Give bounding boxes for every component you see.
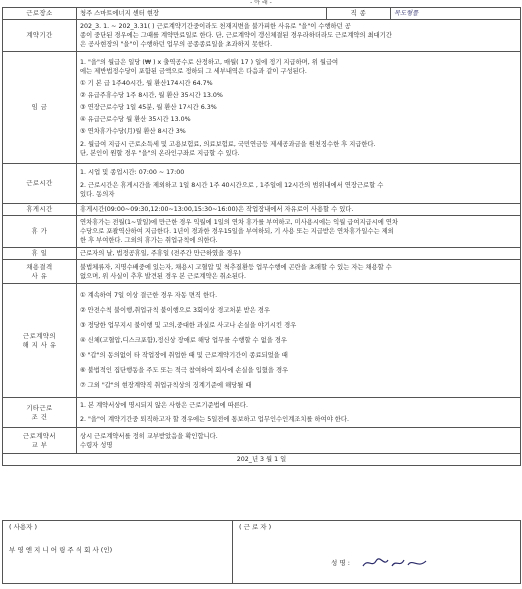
date-row [3,454,521,466]
holiday-label: 휴 일 [3,248,77,260]
trade-value: 목도형틀 [391,8,521,20]
contract-table [2,7,521,466]
wage-label: 임 금 [3,52,77,164]
disqualification-line: 없으며, 위 사실이 추후 발견된 경우 본 근로계약은 취소된다. [80,272,247,280]
termination-item: ① 계속하여 7일 이상 결근한 경우 자동 면직 한다. [80,292,218,299]
wage-row [3,52,521,164]
termination-item: ⑤ "갑"의 동의없이 타 작업장에 취업한 때 및 근로계약기간이 종료되었을 때 [80,352,288,359]
wage-note: 단, 본인이 원할 경우 "을"의 온라인구좌로 지급할 수 있다. [80,149,240,157]
employee-sign-label: 성 명 : [331,559,350,567]
wage-value [77,52,521,164]
termination-label [3,284,77,398]
other-conditions-line: 2. "을"이 계약기간중 퇴직하고자 할 경우에는 5일전에 통보하고 업무인수인계조치를 하여야 한다. [80,416,349,423]
disqualification-label-line: 채용결격 [26,263,53,271]
leave-line: 수당으로 포괄역산하여 지급한다. 1년이 경과한 경우15일을 부여하되, 기 사용 또는 지급받은 연차휴가일수는 제외 [80,228,394,235]
termination-label-line: 근로계약의 [23,332,56,340]
signature-table [2,520,521,584]
hours-label: 근로시간 [3,164,77,204]
period-label: 계약기간 [3,20,77,52]
period-line: 종이 중단된 경우에는 그때를 계약만료일로 한다. 단, 근로계약이 갱신체결된 경우라하더라도 근로계약의 최대기간 [80,32,392,39]
break-value: 휴게시간(09:00~09:30,12:00~13:00,15:30~16:00)은 작업장내에서 자유로이 사용할 수 있다. [77,204,521,216]
disqualification-label-line: 사 유 [31,272,48,280]
period-value [77,20,521,52]
wage-item: ③ 연장근로수당 1일 45분, 월 환산 17시간 6.3% [80,103,217,111]
hours-line: 1. 시업 및 종업시간: 07:00 ~ 17:00 [80,169,185,176]
period-line: 은 공사현장의 "을"이 수행하던 업무의 공종종료일을 초과하지 못한다. [80,41,273,48]
break-row [3,204,521,216]
employee-cell [233,521,521,584]
leave-row [3,216,521,248]
other-conditions-label-line: 조 건 [31,413,48,421]
delivery-label [3,428,77,454]
hours-line: 있다. 동의자 [80,191,115,198]
employee-sign-line [239,556,514,570]
termination-row [3,284,521,398]
employer-cell [3,521,233,584]
termination-label-line: 해 지 사 유 [22,341,57,349]
delivery-label-line: 근로계약서 [23,432,56,440]
disqualification-value [77,260,521,284]
break-label: 휴게시간 [3,204,77,216]
termination-item: ④ 신체(고혈압,디스크포함),정신상 장애로 해당 업무를 수행할 수 없을 경우 [80,337,287,344]
wage-intro: 1. "을"의 월급은 일당 (₩ ) x 출역공수로 산정하고, 매월( 17 ) 일에 정기 지급하며, 위 월급여 [80,58,339,66]
other-conditions-line: 1. 본 계약서상에 명시되지 않은 사항은 근로기준법에 따른다. [80,402,249,409]
employer-company: 부 영 엔 지 니 어 링 주 식 회 사 (인) [9,546,113,554]
termination-item: ⑦ 그외 "갑"의 현장계약직 취업규칙상의 징계기준에 해당될 때 [80,382,252,389]
other-conditions-row [3,398,521,428]
period-line: 202_3. 1. ~ 202_3.31( ) 근로계약기간중이라도 천재지변을 불가피한 사유로 "을"이 수행하던 공 [80,23,351,30]
hours-value [77,164,521,204]
delivery-value [77,428,521,454]
leave-line: 한 후 부여한다. 그외의 휴가는 취업규칙에 의한다. [80,237,218,244]
disqualification-row [3,260,521,284]
employee-title: ( 근 로 자 ) [239,523,272,531]
wage-item: ⑤ 연차휴가수당(月)월 환산 8시간 3% [80,127,186,135]
contract-date: 202_년 3 월 1 일 [3,454,521,466]
termination-value [77,284,521,398]
workplace-label: 근로장소 [3,8,77,20]
hours-line: 2. 근로시간은 휴게시간을 제외하고 1일 8시간 1주 40시간으로 , 1주일에 12시간의 범위내에서 연장근로할 수 [80,182,384,189]
hours-row [3,164,521,204]
disqualification-label [3,260,77,284]
wage-item: ① 기 본 급 1주40시간, 월 환산174시간 64.7% [80,79,213,87]
wage-item: ④ 유급근로수당 월 환산 35시간 13.0% [80,115,191,123]
wage-intro: 에는 제반법정수당이 포함된 금액으로 정하되 그 세부내역은 다음과 같이 구성된다. [80,67,307,75]
delivery-row [3,428,521,454]
wage-note: 2. 월급여 지급시 근로소득세 및 고용보험료, 의료보험료, 국민연금등 제세공과금을 원천징수한 후 지급한다. [80,140,376,148]
other-conditions-value [77,398,521,428]
termination-item: ③ 정당한 업무지시 불이행 및 고의,중대한 과실로 사고나 손실을 야기시킨 경우 [80,322,297,329]
notice-heading: - 아 래 - [250,0,272,6]
holiday-row [3,248,521,260]
workplace-value: 청주 스마트에너지 센터 현장 [77,8,327,20]
leave-value [77,216,521,248]
wage-item: ② 유급주휴수당 1주 8시간, 월 환산 35시간 13.0% [80,91,223,99]
holiday-value: 근로자의 날, 법정공휴일, 주휴일 (전주간 만근하였을 경우) [77,248,521,260]
disqualification-line: 불법체류자, 지명수배중에 있는자, 채용시 고혈압 및 척추질환등 업무수행에 곤란을 초래할 수 있는 자는 채용할 수 [80,263,392,271]
workplace-row [3,8,521,20]
trade-label: 직 종 [327,8,391,20]
period-row [3,20,521,52]
leave-label: 휴 가 [3,216,77,248]
termination-item: ② 안전수칙 불이행,취업규칙 불이행으로 3회이상 경고처분 받은 경우 [80,307,270,314]
employer-title: ( 사용자 ) [9,523,38,531]
delivery-line: 상시 근로계약서를 정히 교부받았음을 확인합니다. [80,432,218,440]
employee-signature [360,556,430,570]
delivery-receiver: 수령자 성명 [80,441,113,449]
termination-item: ⑥ 불법적인 집단행동을 주도 또는 적극 참여하여 회사에 손실을 입혔을 경우 [80,367,289,374]
leave-line: 연차휴가는 전월(1~말일)에 만근한 경우 익월에 1일의 연차 휴가를 부여하고, 미사용시에는 익월 급여지급시에 연차 [80,219,398,226]
signature-row [3,521,521,584]
other-conditions-label [3,398,77,428]
other-conditions-label-line: 기타근로 [26,404,53,412]
delivery-label-line: 교 부 [31,441,48,449]
